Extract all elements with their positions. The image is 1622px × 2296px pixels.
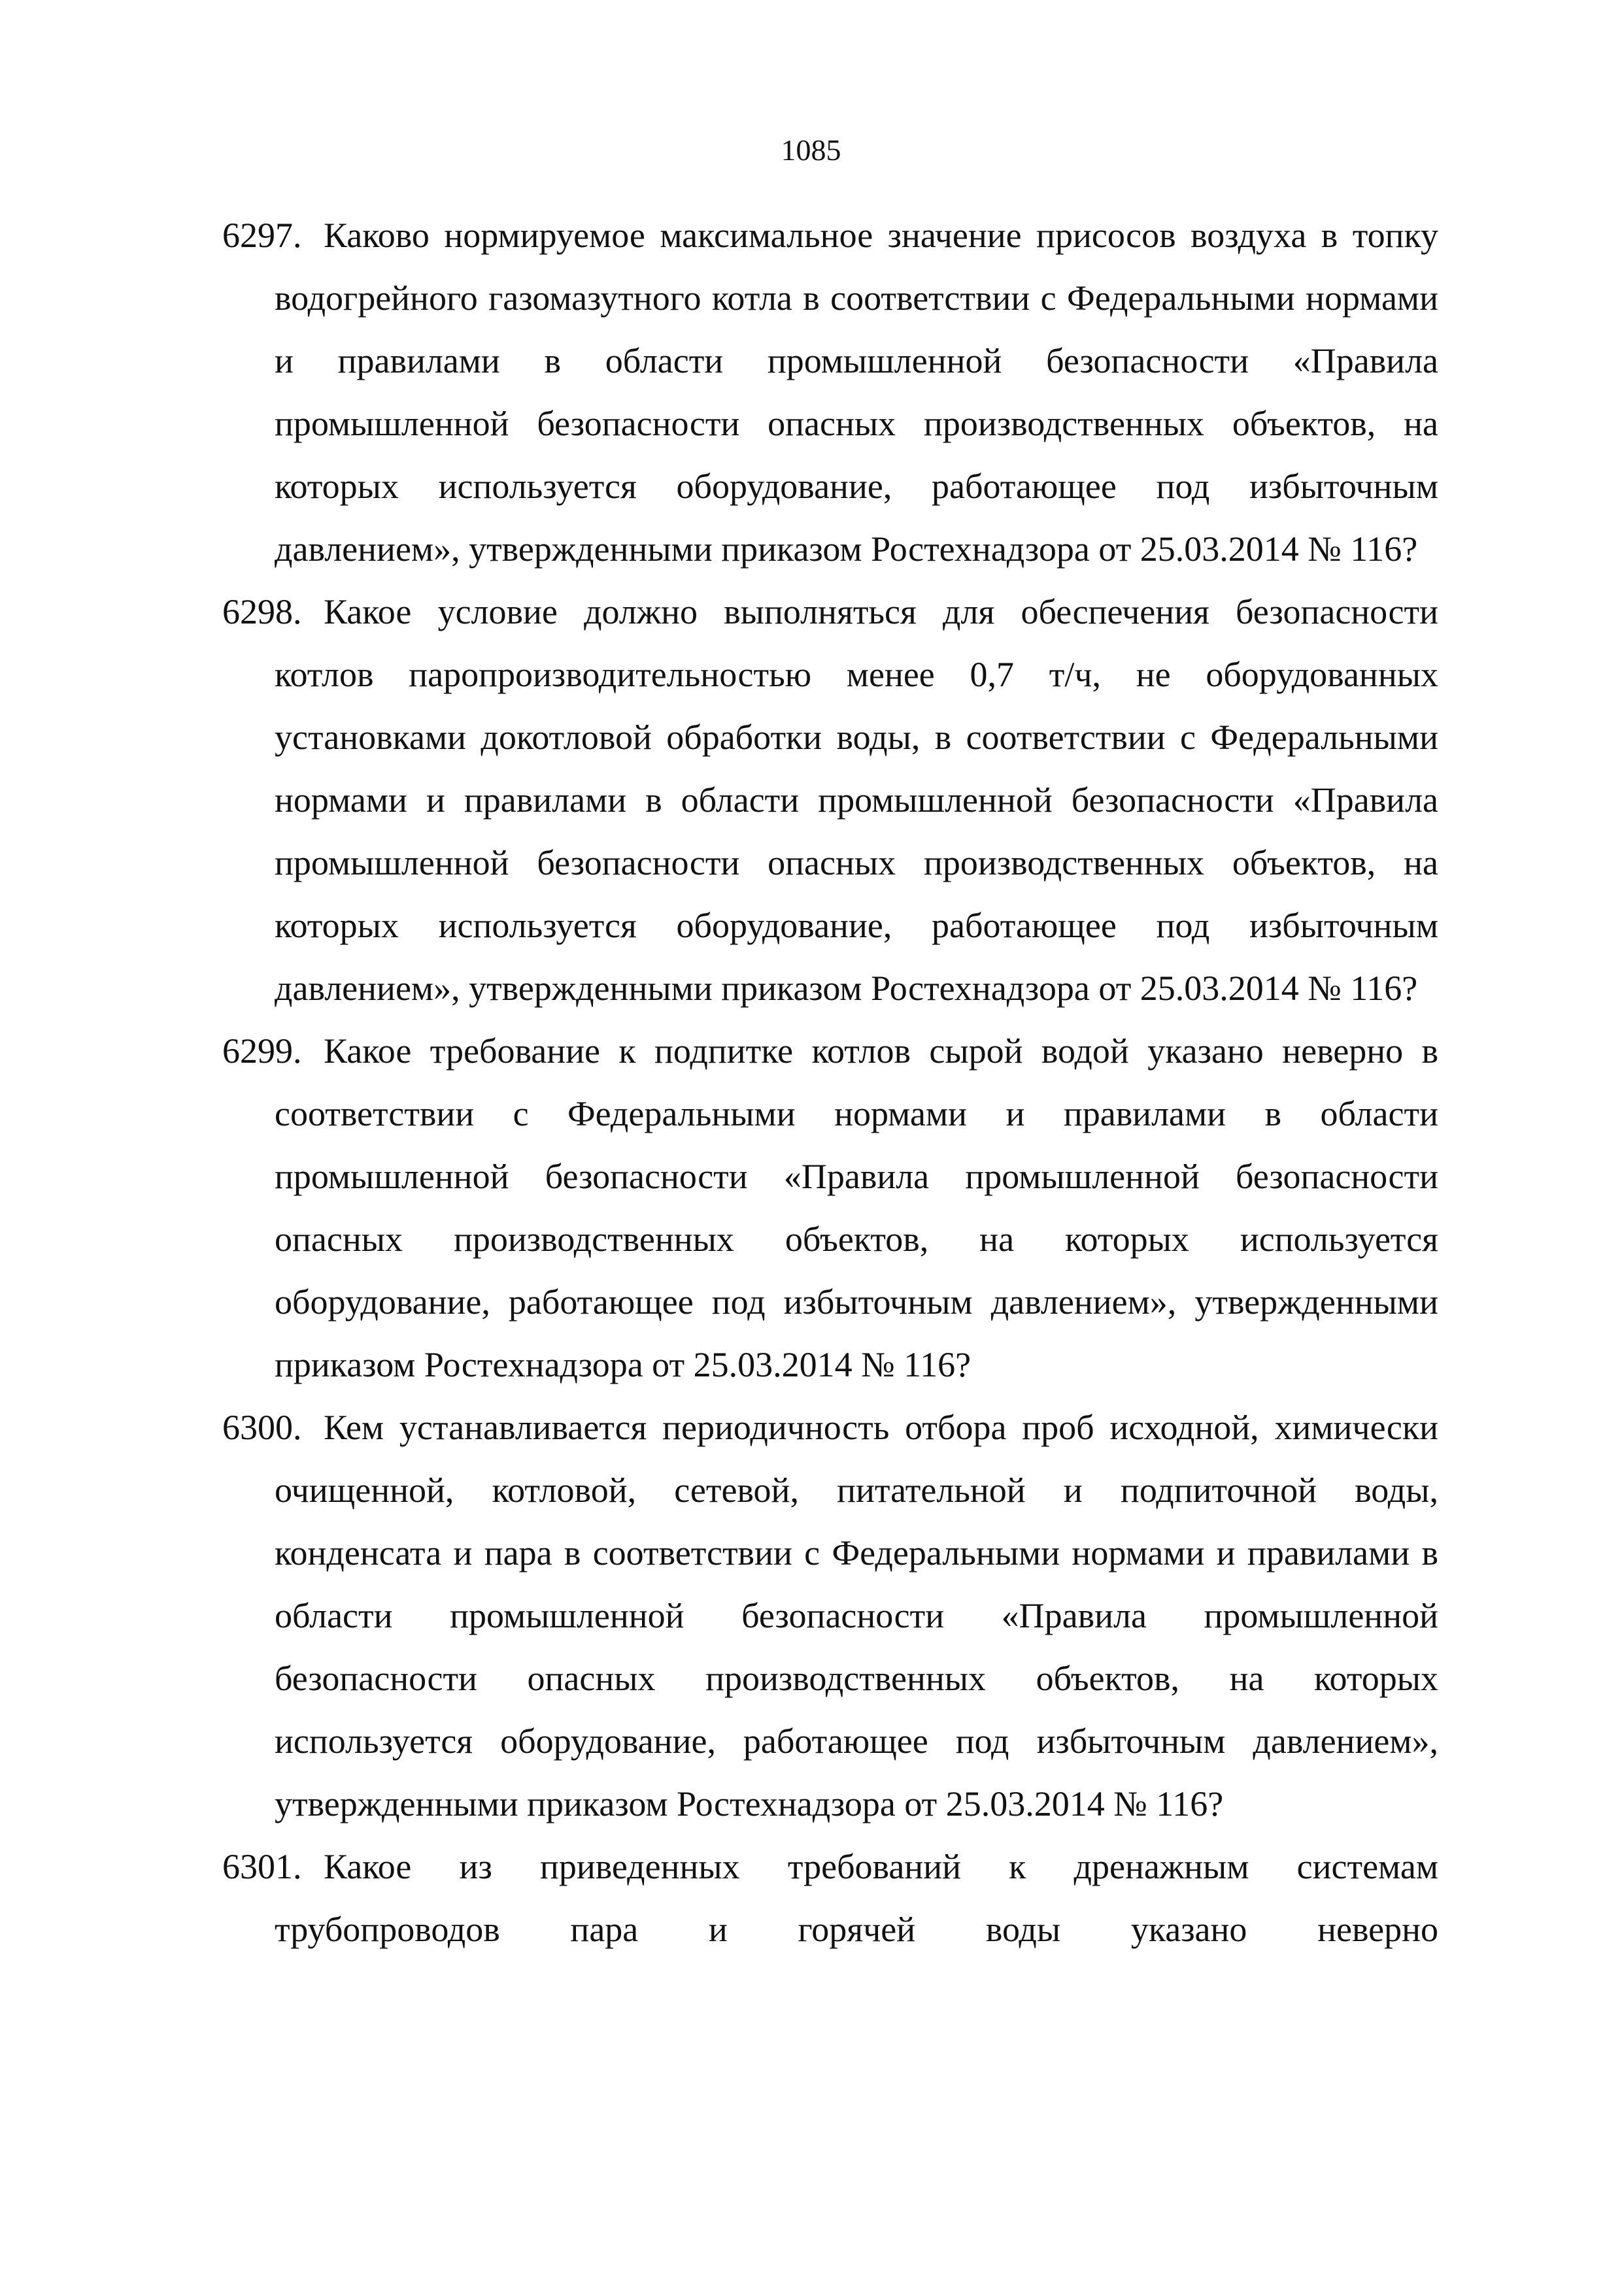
question-number: 6299. [222, 1031, 302, 1071]
question-number: 6297. [222, 216, 302, 255]
question-item [0, 1396, 1622, 1835]
question-number: 6298. [222, 592, 302, 631]
question-text: Какое условие должно выполняться для обеспечения безопасности котлов паропроизводительностью менее 0,7 т/ч, не оборудованных установками докотловой обработки воды, в соответствии с Федеральными нормами и правилами в области промышленной безопасности «Правила промышленной безопасности опасных производственных объектов, на которых используется оборудование, работающее под избыточным давлением», утвержденными приказом Ростехнадзора от 25.03.2014 № 116? [275, 592, 1438, 1008]
question-number: 6301. [222, 1847, 302, 1886]
question-item [0, 1835, 1622, 1961]
question-text: Какое из приведенных требований к дренажным системам трубопроводов пара и горячей воды указано неверно [275, 1847, 1438, 1949]
question-text: Какое требование к подпитке котлов сырой водой указано неверно в соответствии с Федеральными нормами и правилами в области промышленной безопасности «Правила промышленной безопасности опасных производственных объектов, на которых используется оборудование, работающее под избыточным давлением», утвержденными приказом Ростехнадзора от 25.03.2014 № 116? [275, 1031, 1438, 1384]
question-item [0, 1020, 1622, 1396]
question-item [0, 580, 1622, 1020]
question-text: Кем устанавливается периодичность отбора проб исходной, химически очищенной, котловой, сетевой, питательной и подпиточной воды, конденсата и пара в соответствии с Федеральными нормами и правилами в области промышленной безопасности «Правила промышленной безопасности опасных производственных объектов, на которых используется оборудование, работающее под избыточным давлением», утвержденными приказом Ростехнадзора от 25.03.2014 № 116? [275, 1408, 1438, 1823]
question-text: Каково нормируемое максимальное значение присосов воздуха в топку водогрейного газомазутного котла в соответствии с Федеральными нормами и правилами в области промышленной безопасности «Правила промышленной безопасности опасных производственных объектов, на которых используется оборудование, работающее под избыточным давлением», утвержденными приказом Ростехнадзора от 25.03.2014 № 116? [275, 216, 1438, 569]
page-number: 1085 [781, 133, 841, 167]
question-item [0, 204, 1622, 580]
questions-list [0, 204, 1622, 1961]
question-number: 6300. [222, 1408, 302, 1447]
